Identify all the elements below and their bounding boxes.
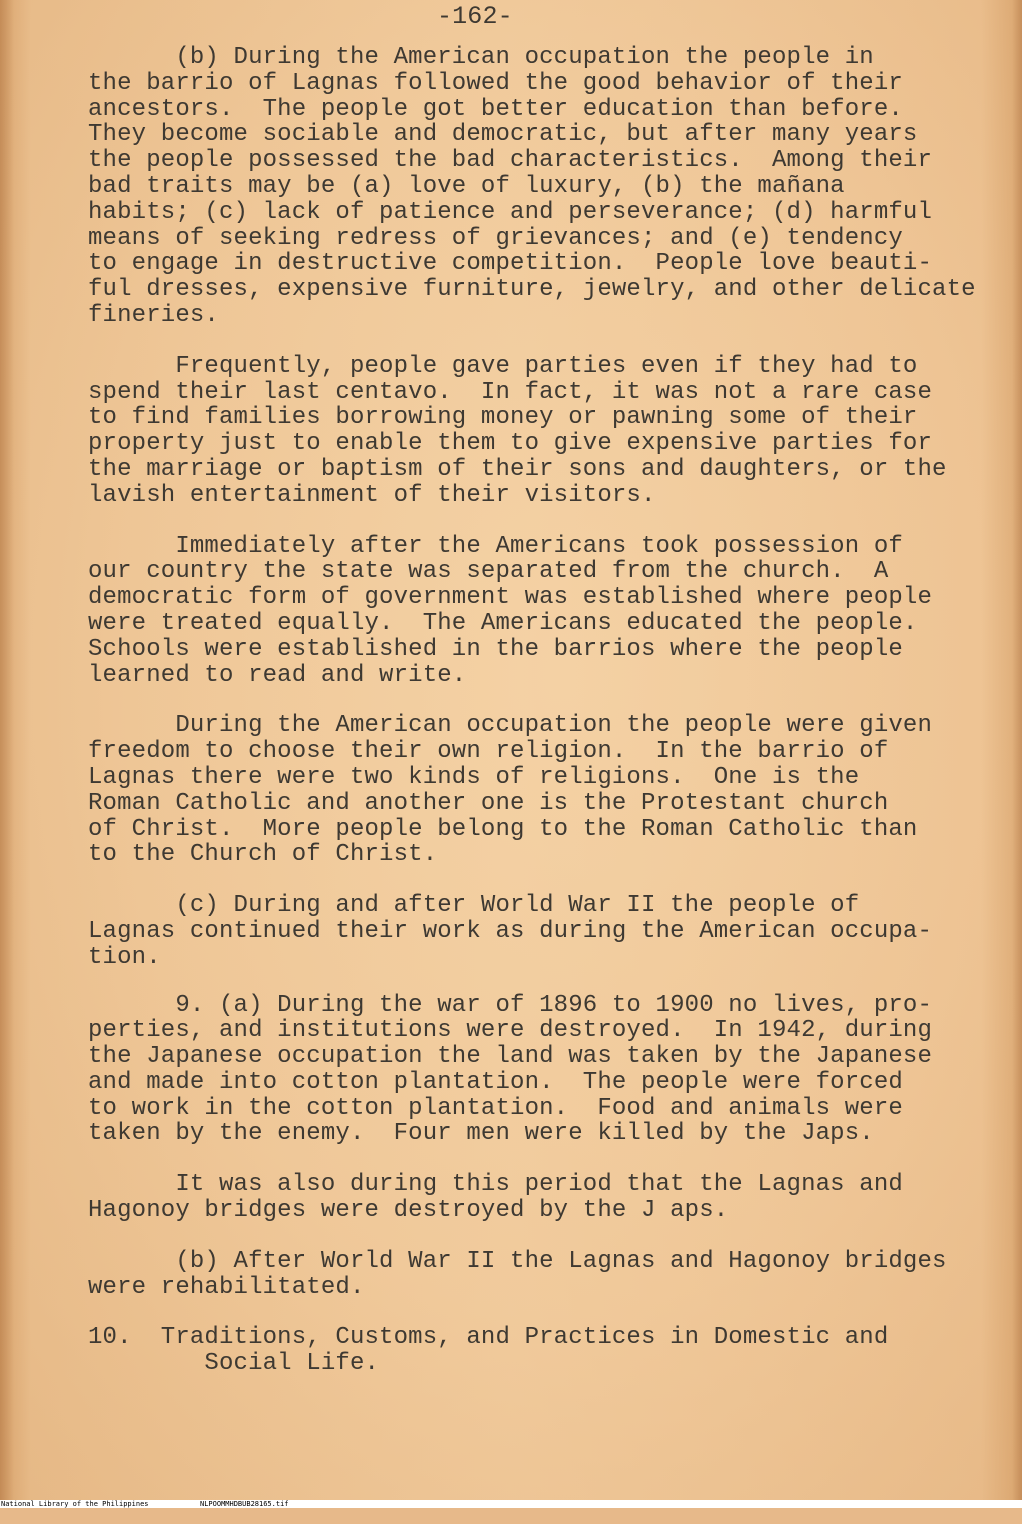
section-heading-traditions: 10. Traditions, Customs, and Practices in Domestic and Social Life. (88, 1324, 889, 1378)
footer-filename: NLPOOMMHDBUB28165.tif (200, 1500, 289, 1508)
paragraph-american-occupation-behavior: (b) During the American occupation the people in the barrio of Lagnas followed the good behavior of their ancestors. The people got better education than before. They become sociable and democratic, but after many years the people possessed the bad characteristics. Among their bad traits may be (a) love of luxury, (b) the mañana habits; (c) lack of patience and perseverance; (d) harmful means of seeking redress of grievances; and (e) tendency to engage in destructive competition. People love beauti- ful dresses, expensive furniture, jewelry, and other delicate fineries. (88, 44, 976, 329)
paragraph-world-war-ii: (c) During and after World War II the people of Lagnas continued their work as during the American occupa- tion. (88, 892, 933, 971)
document-body (88, 45, 1013, 1377)
paragraph-parties: Frequently, people gave parties even if they had to spend their last centavo. In fact, it was not a rare case to find families borrowing money or pawning some of their property just to enable them to give expensive parties for the marriage or baptism of their sons and daughters, or the lavish entertainment of their visitors. (88, 352, 947, 509)
paragraph-bridges-rehabilitated: (b) After World War II the Lagnas and Hagonoy bridges were rehabilitated. (88, 1247, 947, 1301)
scan-footer (0, 1500, 1022, 1508)
page-number: -162- (437, 2, 513, 31)
paragraph-bridges-destroyed: It was also during this period that the Lagnas and Hagonoy bridges were destroyed by the J aps. (88, 1171, 903, 1225)
paragraph-state-church-separation: Immediately after the Americans took possession of our country the state was separated from the church. A democratic form of government was established where people were treated equally. The Americans educated the people. Schools were established in the barrios where the people learned to read and write. (88, 532, 933, 689)
paragraph-religion: During the American occupation the people were given freedom to choose their own religion. In the barrio of Lagnas there were two kinds of religions. One is the Roman Catholic and another one is the Protestant church of Christ. More people belong to the Roman Catholic than to the Church of Christ. (88, 712, 933, 869)
page-edge-shadow-left (0, 0, 14, 1500)
page-edge-shadow-right (1012, 0, 1022, 1500)
footer-library-name: National Library of the Philippines (1, 1500, 149, 1508)
paragraph-war-destruction: 9. (a) During the war of 1896 to 1900 no lives, pro- perties, and institutions were destroyed. In 1942, during the Japanese occupation the land was taken by the Japanese and made into cotton plantation. The people were forced to work in the cotton plantation. Food and animals were taken by the enemy. Four men were killed by the Japs. (88, 991, 933, 1148)
